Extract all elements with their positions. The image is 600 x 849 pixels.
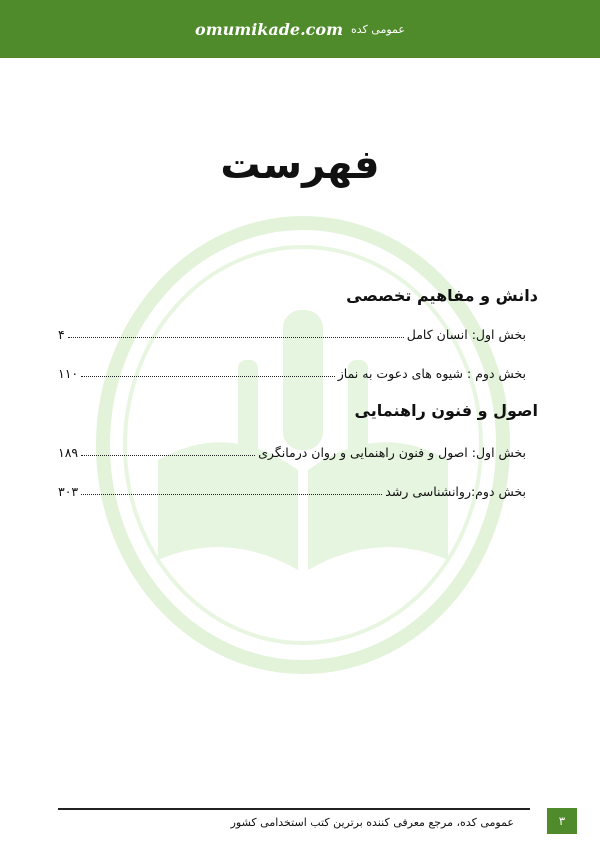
site-name-fa: عمومی کده [351, 22, 405, 36]
toc-entry-label: بخش اول: انسان کامل [406, 327, 526, 342]
toc-entry-page: ۱۸۹ [58, 445, 79, 460]
toc-entry-page: ۱۱۰ [58, 366, 79, 381]
dot-leader [81, 376, 335, 377]
toc-entry[interactable] [58, 440, 526, 460]
toc-entry-label: بخش دوم:روانشناسی رشد [385, 484, 526, 499]
dot-leader [81, 494, 382, 495]
section-title: اصول و فنون راهنمایی [354, 401, 538, 420]
page-number: ۳ [558, 814, 566, 828]
toc-entry-page: ۴ [58, 327, 65, 342]
footer-divider [58, 808, 530, 810]
page-header [0, 0, 600, 58]
page-number-badge [547, 808, 577, 834]
dot-leader [81, 455, 255, 456]
page-title: فهرست [220, 142, 380, 188]
toc-entry[interactable] [58, 361, 526, 381]
dot-leader [68, 337, 404, 338]
toc-entry[interactable] [58, 479, 526, 499]
section-title: دانش و مفاهیم تخصصی [346, 286, 538, 305]
site-name: omumikade.com [195, 19, 344, 39]
footer-text: عمومی کده، مرجع معرفی کننده برترین کتب استخدامی کشور [230, 816, 514, 829]
toc-entry-label: بخش دوم : شیوه های دعوت به نماز [337, 366, 526, 381]
toc-entry-page: ۳۰۳ [58, 484, 79, 499]
toc-entry-label: بخش اول: اصول و فنون راهنمایی و روان درمانگری [258, 445, 526, 460]
toc-entry[interactable] [58, 322, 526, 342]
